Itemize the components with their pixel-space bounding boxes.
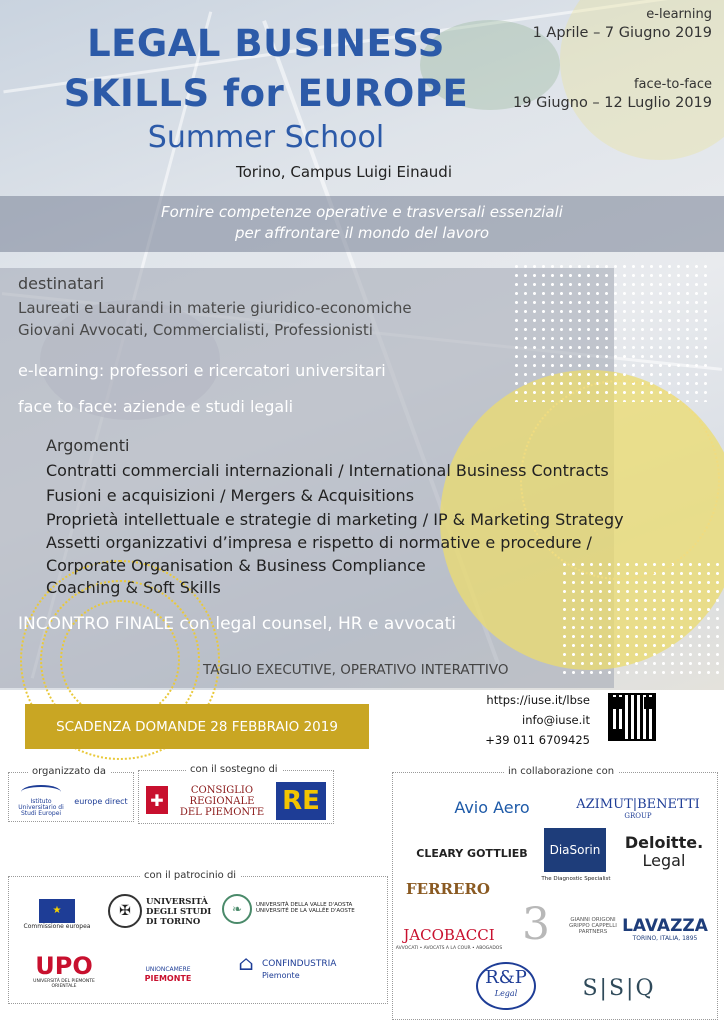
- destinatari-line-1: Laureati e Laurandi in materie giuridico-economiche: [18, 299, 412, 317]
- jacobacci-logo: JACOBACCI AVVOCATI • AVOCATS A LA COUR • ABOGADOS: [395, 926, 503, 951]
- argomento-2: Fusioni e acquisizioni / Mergers & Acquisitions: [46, 486, 415, 505]
- support-label: con il sostegno di: [186, 764, 282, 775]
- f2f-dates: 19 Giugno – 12 Luglio 2019: [513, 95, 712, 111]
- elearning-target: e-learning: professori e ricercatori universitari: [18, 361, 386, 380]
- argomento-5: Corporate Organisation & Business Compliance: [46, 556, 426, 575]
- subtitle: Summer School: [147, 120, 385, 155]
- patronage-label: con il patrocinio di: [140, 870, 240, 881]
- valle-aosta-logo: UNIVERSITÀ DELLA VALLE D'AOSTA UNIVERSITÉ DE LA VALLÉE D'AOSTE: [256, 902, 355, 914]
- elearning-dates: 1 Aprile – 7 Giugno 2019: [532, 25, 712, 41]
- email-link[interactable]: info@iuse.it: [522, 713, 590, 727]
- eu-flag-icon: ★: [39, 899, 75, 923]
- piemonte-shield-icon: ✚: [146, 786, 168, 814]
- argomento-3: Proprietà intellettuale e strategie di marketing / IP & Marketing Strategy: [46, 510, 624, 529]
- lavazza-logo: LAVAZZA TORINO, ITALIA, 1895: [622, 916, 708, 942]
- organized-label: organizzato da: [28, 766, 110, 777]
- unito-logo: UNIVERSITÀ DEGLI STUDI DI TORINO: [146, 897, 212, 927]
- gop-30-mark: 3: [522, 898, 550, 950]
- ferrero-logo: FERRERO: [406, 880, 490, 898]
- argomento-6: Coaching & Soft Skills: [46, 578, 221, 597]
- valle-aosta-seal-icon: ❧: [222, 894, 252, 924]
- phone-number: +39 011 6709425: [485, 733, 590, 747]
- argomento-4: Assetti organizzativi d’impresa e rispetto di normative e procedure /: [46, 533, 592, 552]
- decor-dot-grid-right: [560, 560, 720, 680]
- diasorin-subtitle: The Diagnostic Specialist: [541, 876, 611, 882]
- deadline-banner: SCADENZA DOMANDE 28 FEBBRAIO 2019: [25, 704, 369, 749]
- iuse-logo: Istituto Universitario di Studi Europei: [14, 784, 68, 818]
- rp-legal-logo: R&P Legal: [476, 962, 536, 1010]
- elearning-label: e-learning: [646, 7, 712, 22]
- argomento-1: Contratti commerciali internazionali / International Business Contracts: [46, 461, 609, 480]
- final-meeting: INCONTRO FINALE con legal counsel, HR e avvocati: [18, 614, 456, 634]
- destinatari-heading: destinatari: [18, 274, 105, 293]
- format-note: TAGLIO EXECUTIVE, OPERATIVO INTERATTIVO: [203, 662, 509, 678]
- ssq-logo: S|S|Q: [582, 975, 656, 1001]
- contacts: [466, 690, 590, 750]
- commissione-europea-logo: ★ Commissione europea: [18, 892, 96, 936]
- upo-logo: UPO UNIVERSITÀ DEL PIEMONTE ORIENTALE: [33, 952, 95, 989]
- venue: Torino, Campus Luigi Einaudi: [236, 163, 452, 181]
- tagline: [0, 202, 724, 244]
- destinatari-line-2: Giovani Avvocati, Commercialisti, Professionisti: [18, 321, 373, 339]
- cleary-gottlieb-logo: CLEARY GOTTLIEB: [416, 846, 528, 860]
- unito-seal-icon: ✠: [108, 894, 142, 928]
- title-line-1: LEGAL BUSINESS: [87, 22, 445, 65]
- argomenti-heading: Argomenti: [46, 436, 130, 455]
- qr-code[interactable]: [608, 693, 656, 741]
- tagline-line-1: Fornire competenze operative e trasversali essenziali: [161, 203, 563, 221]
- europe-direct-logo: europe direct: [74, 796, 128, 806]
- f2f-target: face to face: aziende e studi legali: [18, 397, 294, 416]
- deloitte-legal-logo: Deloitte. Legal: [624, 833, 704, 870]
- gop-logo: GIANNI ORIGONI GRIPPO CAPPELLI PARTNERS: [569, 917, 617, 935]
- collab-label: in collaborazione con: [504, 766, 618, 777]
- consiglio-regionale-logo: CONSIGLIO REGIONALE DEL PIEMONTE: [179, 784, 265, 818]
- dates-f2f: [492, 76, 712, 112]
- avio-aero-logo: Avio Aero: [454, 797, 530, 817]
- diasorin-logo: DiaSorin: [544, 828, 606, 872]
- f2f-label: face-to-face: [633, 77, 712, 92]
- azimut-benetti-logo: AZIMUT|BENETTI GROUP: [576, 796, 700, 820]
- confindustria-logo: CONFINDUSTRIA Piemonte: [262, 959, 337, 980]
- website-link[interactable]: https://iuse.it/lbse: [486, 693, 590, 707]
- unioncamere-logo: UNIONCAMERE PIEMONTE: [144, 966, 192, 983]
- dates-elearning: [492, 6, 712, 42]
- re-logo: RE: [276, 782, 326, 820]
- tagline-line-2: per affrontare il mondo del lavoro: [234, 224, 490, 242]
- confindustria-icon: ⌂: [238, 951, 254, 975]
- title-line-2: SKILLS for EUROPE: [63, 72, 469, 115]
